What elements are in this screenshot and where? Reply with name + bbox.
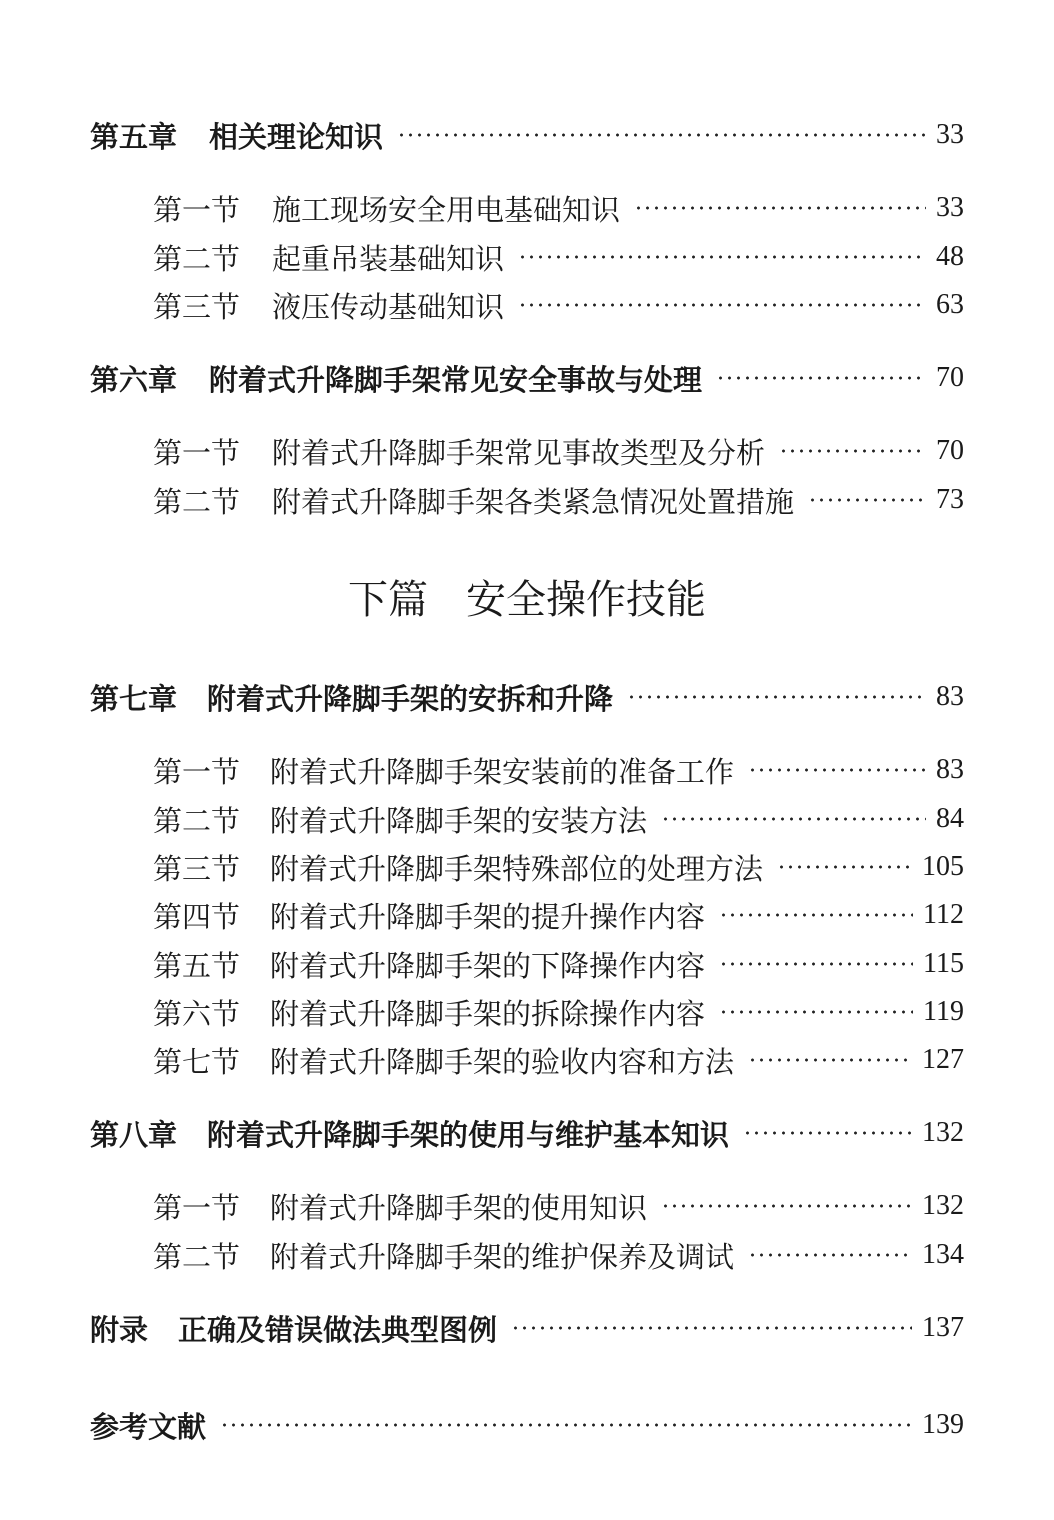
page-number: 33 <box>936 119 964 150</box>
section-title: 附着式升降脚手架的使用知识 <box>270 1190 648 1225</box>
toc-section[interactable] <box>153 234 964 280</box>
dot-leader <box>661 796 926 842</box>
chapter-number: 第八章 <box>90 1117 178 1152</box>
section-title: 附着式升降脚手架的拆除操作内容 <box>270 996 706 1031</box>
dot-leader <box>627 674 926 720</box>
dot-leader <box>748 1037 912 1083</box>
toc-section[interactable] <box>153 892 964 938</box>
section-number: 第二节 <box>153 1239 241 1274</box>
section-number: 第三节 <box>153 851 241 886</box>
section-title: 附着式升降脚手架的验收内容和方法 <box>270 1044 735 1079</box>
dot-leader <box>808 477 926 523</box>
section-number: 第四节 <box>153 899 241 934</box>
section-title: 施工现场安全用电基础知识 <box>272 192 621 227</box>
page-number: 70 <box>936 435 964 466</box>
section-number: 第二节 <box>153 484 241 519</box>
toc-section[interactable] <box>153 844 964 890</box>
chapter-title: 附着式升降脚手架常见安全事故与处理 <box>209 362 703 397</box>
toc-section[interactable] <box>153 747 964 793</box>
page-number: 63 <box>936 289 964 320</box>
section-title: 液压传动基础知识 <box>272 289 505 324</box>
dot-leader <box>397 112 926 158</box>
dot-leader <box>511 1305 912 1351</box>
toc-appendix[interactable] <box>90 1305 964 1351</box>
toc-section[interactable] <box>153 428 964 474</box>
dot-leader <box>518 282 926 328</box>
chapter-title: 附着式升降脚手架的安拆和升降 <box>207 681 614 716</box>
section-number: 第二节 <box>153 803 241 838</box>
section-title: 附着式升降脚手架常见事故类型及分析 <box>272 435 766 470</box>
page-number: 139 <box>922 1409 964 1440</box>
page-number: 84 <box>936 803 964 834</box>
toc-chapter-6[interactable] <box>90 355 964 401</box>
section-number: 第五节 <box>153 948 241 983</box>
dot-leader <box>220 1402 912 1448</box>
chapter-number: 第七章 <box>90 681 178 716</box>
toc-references[interactable] <box>90 1402 964 1448</box>
section-number: 第一节 <box>153 754 241 789</box>
page-number: 137 <box>922 1312 964 1343</box>
section-title: 附着式升降脚手架各类紧急情况处置措施 <box>272 484 795 519</box>
section-title: 起重吊装基础知识 <box>272 241 505 276</box>
page-number: 105 <box>922 851 964 882</box>
page-number: 73 <box>936 484 964 515</box>
toc-section[interactable] <box>153 1232 964 1278</box>
appendix-label: 附录 <box>90 1312 149 1347</box>
section-title: 附着式升降脚手架的提升操作内容 <box>270 899 706 934</box>
chapter-number: 第五章 <box>90 119 178 154</box>
page-number: 119 <box>923 996 964 1027</box>
page-number: 132 <box>922 1190 964 1221</box>
dot-leader <box>661 1183 912 1229</box>
toc-section[interactable] <box>153 282 964 328</box>
dot-leader <box>719 989 913 1035</box>
page-number: 70 <box>936 362 964 393</box>
page-number: 48 <box>936 241 964 272</box>
toc-section[interactable] <box>153 1037 964 1083</box>
section-number: 第七节 <box>153 1044 241 1079</box>
dot-leader <box>777 844 912 890</box>
toc-section[interactable] <box>153 941 964 987</box>
section-title: 附着式升降脚手架安装前的准备工作 <box>270 754 735 789</box>
page-number: 83 <box>936 754 964 785</box>
toc-section[interactable] <box>153 1183 964 1229</box>
toc-section[interactable] <box>153 477 964 523</box>
page-number: 127 <box>922 1044 964 1075</box>
toc-section[interactable] <box>153 796 964 842</box>
section-number: 第六节 <box>153 996 241 1031</box>
chapter-title: 相关理论知识 <box>209 119 384 154</box>
dot-leader <box>634 185 926 231</box>
dot-leader <box>518 234 926 280</box>
dot-leader <box>719 892 913 938</box>
part-title: 安全操作技能 <box>466 577 706 623</box>
section-number: 第二节 <box>153 241 241 276</box>
page-number: 83 <box>936 681 964 712</box>
page-number: 115 <box>923 948 964 979</box>
section-title: 附着式升降脚手架的安装方法 <box>270 803 648 838</box>
chapter-title: 附着式升降脚手架的使用与维护基本知识 <box>207 1117 730 1152</box>
section-title: 附着式升降脚手架特殊部位的处理方法 <box>270 851 764 886</box>
chapter-number: 第六章 <box>90 362 178 397</box>
page-number: 134 <box>922 1239 964 1270</box>
part-number: 下篇 <box>348 577 428 623</box>
appendix-title: 正确及错误做法典型图例 <box>178 1312 498 1347</box>
page-number: 112 <box>923 899 964 930</box>
section-number: 第一节 <box>153 192 241 227</box>
toc-section[interactable] <box>153 185 964 231</box>
section-title: 附着式升降脚手架的维护保养及调试 <box>270 1239 735 1274</box>
dot-leader <box>716 355 926 401</box>
part-heading <box>0 570 1054 630</box>
toc-chapter-5[interactable] <box>90 112 964 158</box>
toc-section[interactable] <box>153 989 964 1035</box>
references-title: 参考文献 <box>90 1409 207 1444</box>
page-number: 33 <box>936 192 964 223</box>
dot-leader <box>743 1110 912 1156</box>
section-number: 第一节 <box>153 1190 241 1225</box>
section-title: 附着式升降脚手架的下降操作内容 <box>270 948 706 983</box>
page-number: 132 <box>922 1117 964 1148</box>
dot-leader <box>748 747 926 793</box>
dot-leader <box>779 428 926 474</box>
toc-chapter-7[interactable] <box>90 674 964 720</box>
dot-leader <box>748 1232 912 1278</box>
section-number: 第一节 <box>153 435 241 470</box>
section-number: 第三节 <box>153 289 241 324</box>
dot-leader <box>719 941 913 987</box>
toc-chapter-8[interactable] <box>90 1110 964 1156</box>
